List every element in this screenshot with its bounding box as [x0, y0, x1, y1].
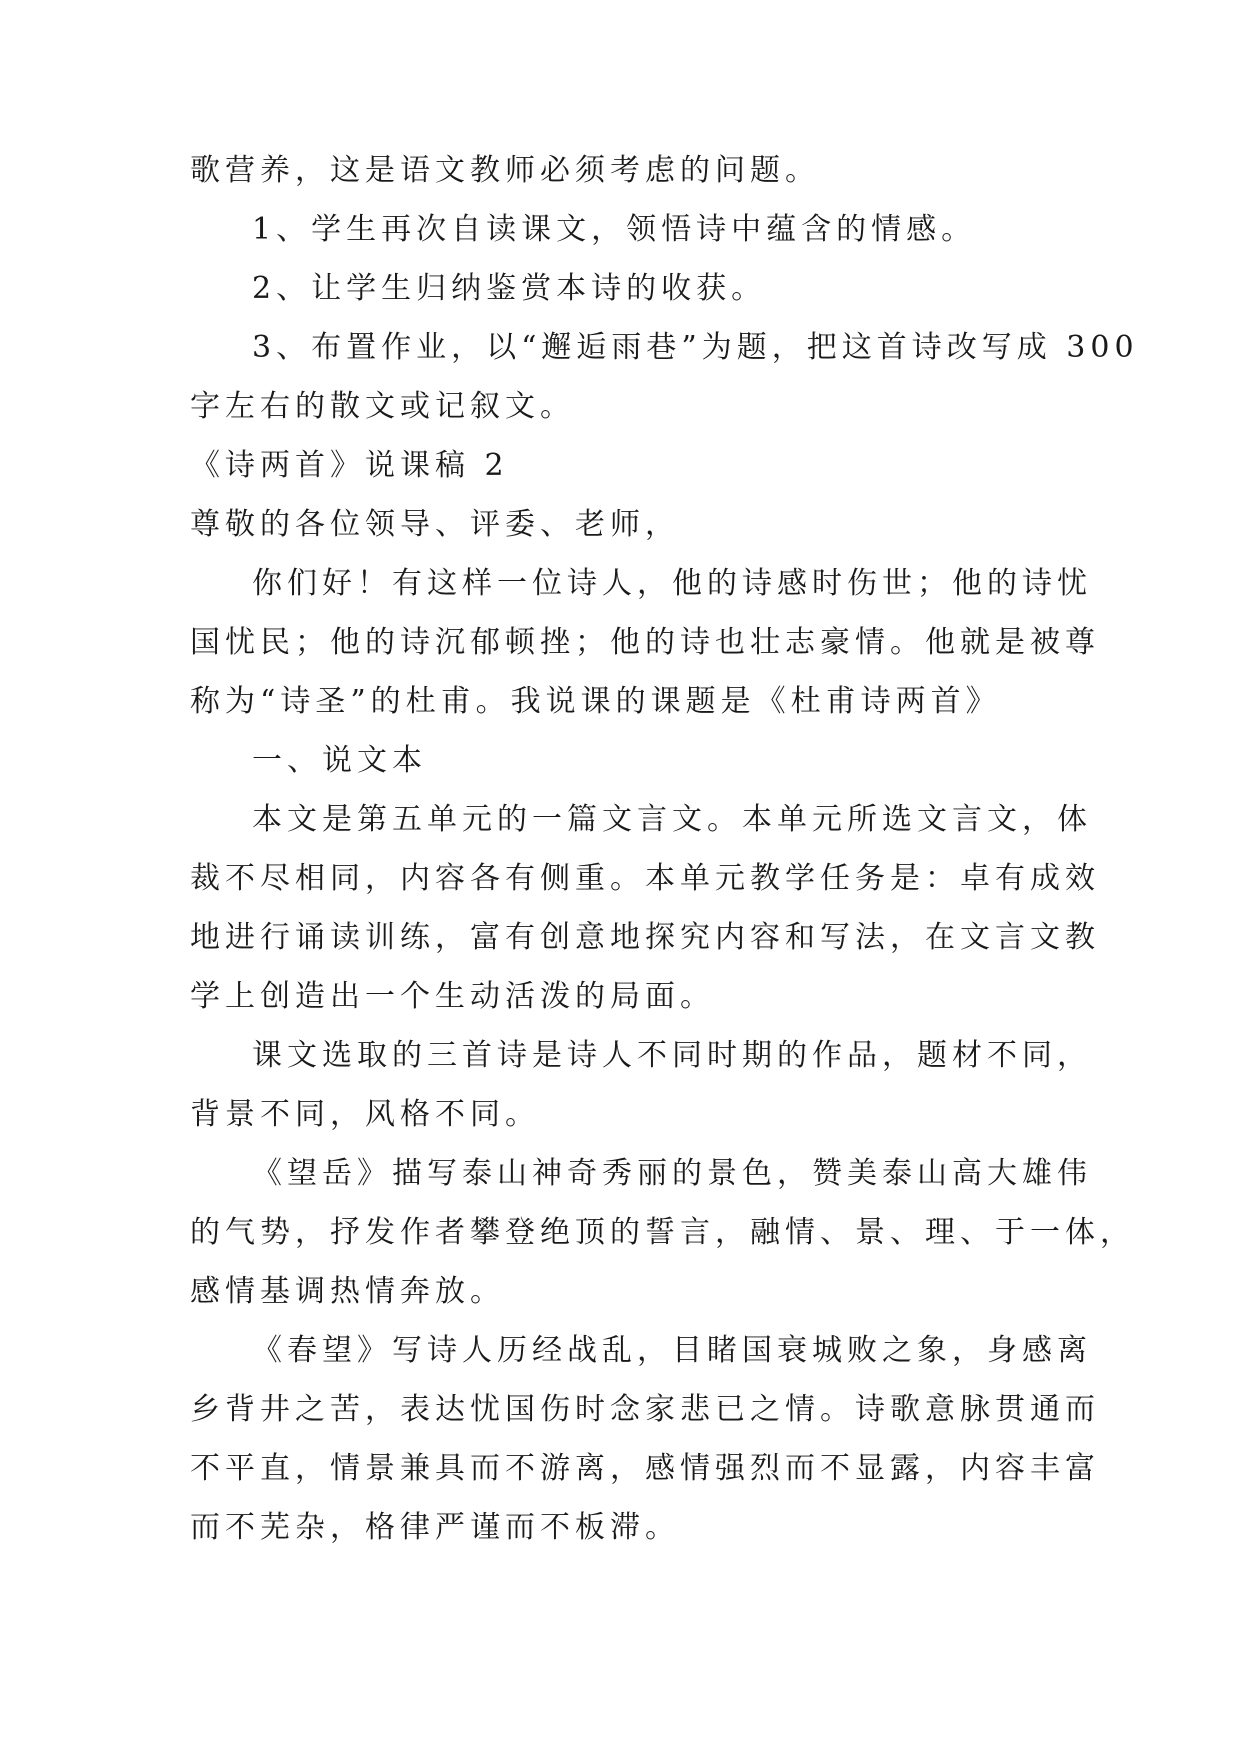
salutation: 尊敬的各位领导、评委、老师， [190, 507, 680, 542]
text-line: 你们好！有这样一位诗人，他的诗感时伤世；他的诗忧 [252, 566, 1092, 601]
text-line: 国忧民；他的诗沉郁顿挫；他的诗也壮志豪情。他就是被尊 [190, 625, 1100, 660]
text-line: 称为“诗圣”的杜甫。我说课的课题是《杜甫诗两首》 [190, 684, 1001, 719]
text-line: 乡背井之苦，表达忧国伤时念家悲已之情。诗歌意脉贯通而 [190, 1392, 1100, 1427]
text-line: 《望岳》描写泰山神奇秀丽的景色，赞美泰山高大雄伟 [252, 1156, 1092, 1191]
list-item: 1、学生再次自读课文，领悟诗中蕴含的情感。 [252, 212, 977, 247]
text-line: 的气势，抒发作者攀登绝顶的誓言，融情、景、理、于一体， [190, 1215, 1135, 1250]
text-line: 学上创造出一个生动活泼的局面。 [190, 979, 715, 1014]
text-line: 歌营养，这是语文教师必须考虑的问题。 [190, 153, 820, 188]
text-line: 不平直，情景兼具而不游离，感情强烈而不显露，内容丰富 [190, 1451, 1100, 1486]
subheading: 一、说文本 [252, 743, 427, 778]
text-line: 地进行诵读训练，富有创意地探究内容和写法，在文言文教 [190, 920, 1100, 955]
list-item: 2、让学生归纳鉴赏本诗的收获。 [252, 271, 767, 306]
text-line: 课文选取的三首诗是诗人不同时期的作品，题材不同， [252, 1038, 1092, 1073]
text-line: 本文是第五单元的一篇文言文。本单元所选文言文，体 [252, 802, 1092, 837]
text-line: 字左右的散文或记叙文。 [190, 389, 575, 424]
text-line: 而不芜杂，格律严谨而不板滞。 [190, 1510, 680, 1545]
list-item: 3、布置作业，以“邂逅雨巷”为题，把这首诗改写成 300 [252, 330, 1139, 365]
text-line: 感情基调热情奔放。 [190, 1274, 505, 1309]
text-line: 《春望》写诗人历经战乱，目睹国衰城败之象，身感离 [252, 1333, 1092, 1368]
text-line: 裁不尽相同，内容各有侧重。本单元教学任务是：卓有成效 [190, 861, 1100, 896]
section-title: 《诗两首》说课稿 2 [190, 448, 509, 483]
text-line: 背景不同，风格不同。 [190, 1097, 540, 1132]
